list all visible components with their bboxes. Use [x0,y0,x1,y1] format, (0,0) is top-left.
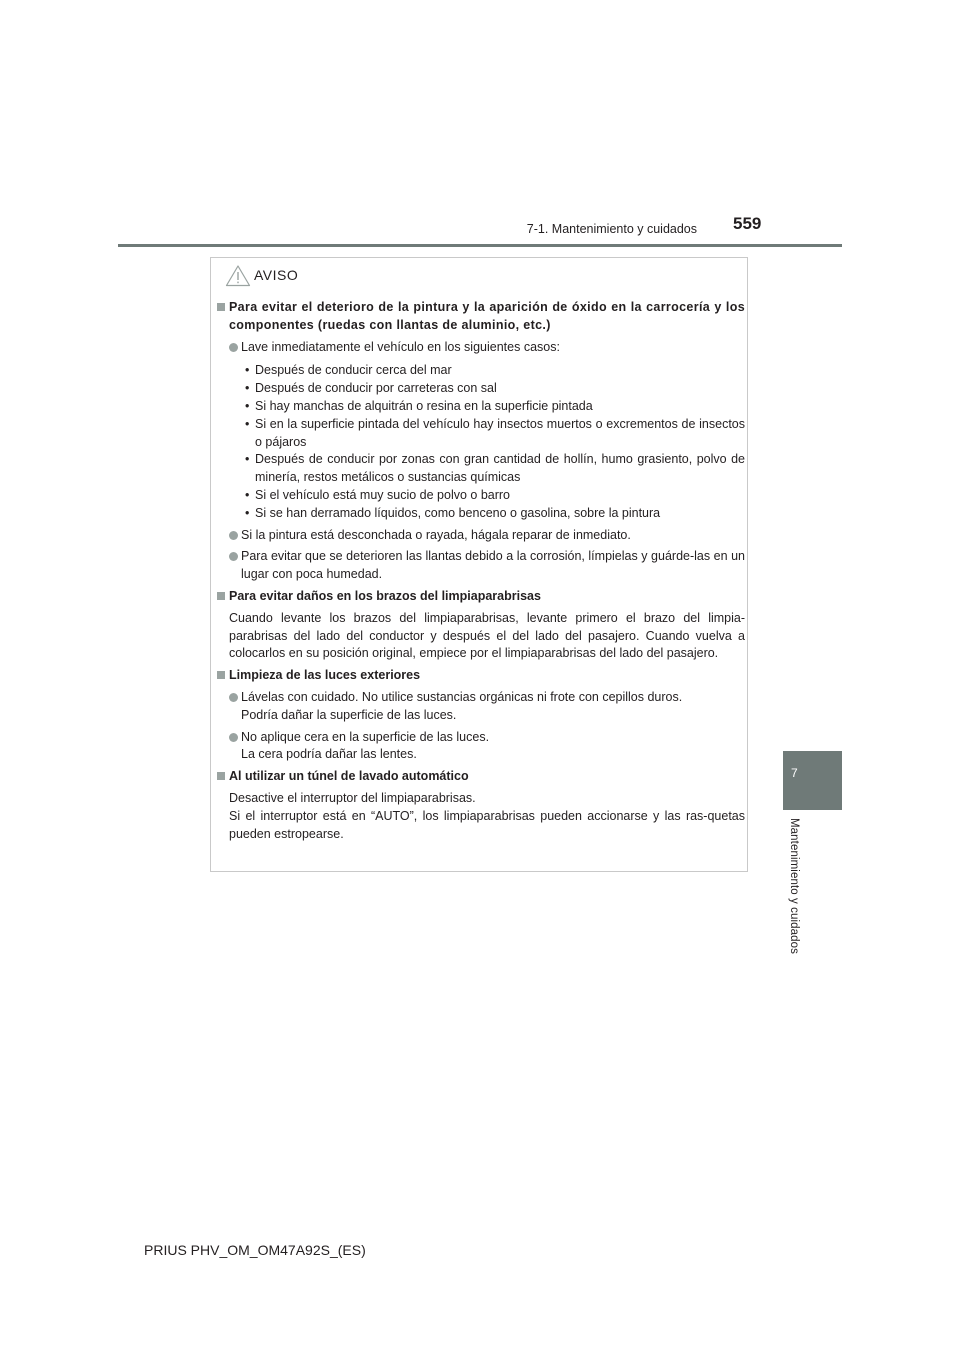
footer-document-code: PRIUS PHV_OM_OM47A92S_(ES) [144,1242,366,1258]
chapter-number: 7 [791,766,798,780]
warning-box [210,257,748,872]
round-bullet [229,531,238,540]
square-bullet [217,592,225,600]
wash-cases-list [217,362,745,522]
wiper-heading-text: Para evitar daños en los brazos del limpiaparabrisas [229,588,541,603]
lights-careful-item [217,689,745,725]
chipped-paint-text: Si la pintura está desconchada o rayada, hágala reparar de inmediato. [241,527,631,542]
list-item: • Si se han derramado líquidos, como benceno o gasolina, sobre la pintura [241,505,745,523]
warning-title: AVISO [254,267,299,283]
list-item: • Después de conducir por carreteras con sal [241,380,745,398]
header-divider [118,244,842,247]
round-bullet [229,552,238,561]
square-bullet [217,303,225,311]
chipped-paint-item [217,527,745,545]
list-item: • Después de conducir por zonas con gran cantidad de hollín, humo grasiento, polvo de minería, restos metálicos o sustancias químicas [241,451,745,487]
lights-careful-note: Podría dañar la superficie de las luces. [241,707,457,722]
lights-wax-text: No aplique cera en la superficie de las luces. [241,729,490,744]
round-bullet [229,343,238,352]
lights-wax-note: La cera podría dañar las lentes. [241,747,417,762]
list-item: • Si el vehículo está muy sucio de polvo o barro [241,487,745,505]
warning-header [225,262,298,288]
wheels-item [217,548,745,584]
wiper-heading [217,588,745,606]
car-wash-line-1: Desactive el interruptor del limpiaparabrisas. [229,790,476,805]
round-bullet [229,733,238,742]
wiper-text: Cuando levante los brazos del limpiaparabrisas, levante primero el brazo del limpia-parabrisas del lado del conductor y después el del lado del pasajero. Cuando vuelva a colocarlos en su posición original, empiece por el limpiaparabrisas del lado del pasajero. [229,610,745,661]
list-item: • Si hay manchas de alquitrán o resina en la superficie pintada [241,398,745,416]
car-wash-line-2: Si el interruptor está en “AUTO”, los limpiaparabrisas pueden accionarse y las ras-quetas pueden estropearse. [229,808,745,841]
wash-text: Lave inmediatamente el vehículo en los siguientes casos: [241,339,560,354]
warning-triangle-icon [225,264,251,287]
car-wash-heading [217,768,745,786]
square-bullet [217,671,225,679]
list-item: • Después de conducir cerca del mar [241,362,745,380]
chapter-tab [783,751,842,810]
car-wash-heading-text: Al utilizar un túnel de lavado automático [229,769,469,784]
chapter-side-label: Mantenimiento y cuidados [788,818,800,955]
lights-wax-item [217,729,745,765]
page-number: 559 [733,214,762,233]
header-section-title: 7-1. Mantenimiento y cuidados [526,222,697,236]
lights-heading-text: Limpieza de las luces exteriores [229,668,421,683]
lights-careful-text: Lávelas con cuidado. No utilice sustancias orgánicas ni frote con cepillos duros. [241,689,683,704]
lights-heading [217,667,745,685]
list-item: • Si en la superficie pintada del vehículo hay insectos muertos o excrementos de insectos o pájaros [241,416,745,452]
wash-item [217,339,745,357]
paint-heading-text: Para evitar el deterioro de la pintura y la aparición de óxido en la carrocería y los componentes (ruedas con llantas de aluminio, etc.) [229,300,745,332]
warning-body [217,299,745,843]
paint-heading [217,299,745,335]
round-bullet [229,693,238,702]
square-bullet [217,772,225,780]
wheels-text: Para evitar que se deterioren las llantas debido a la corrosión, límpielas y guárde-las en un lugar con poca humedad. [241,549,745,582]
